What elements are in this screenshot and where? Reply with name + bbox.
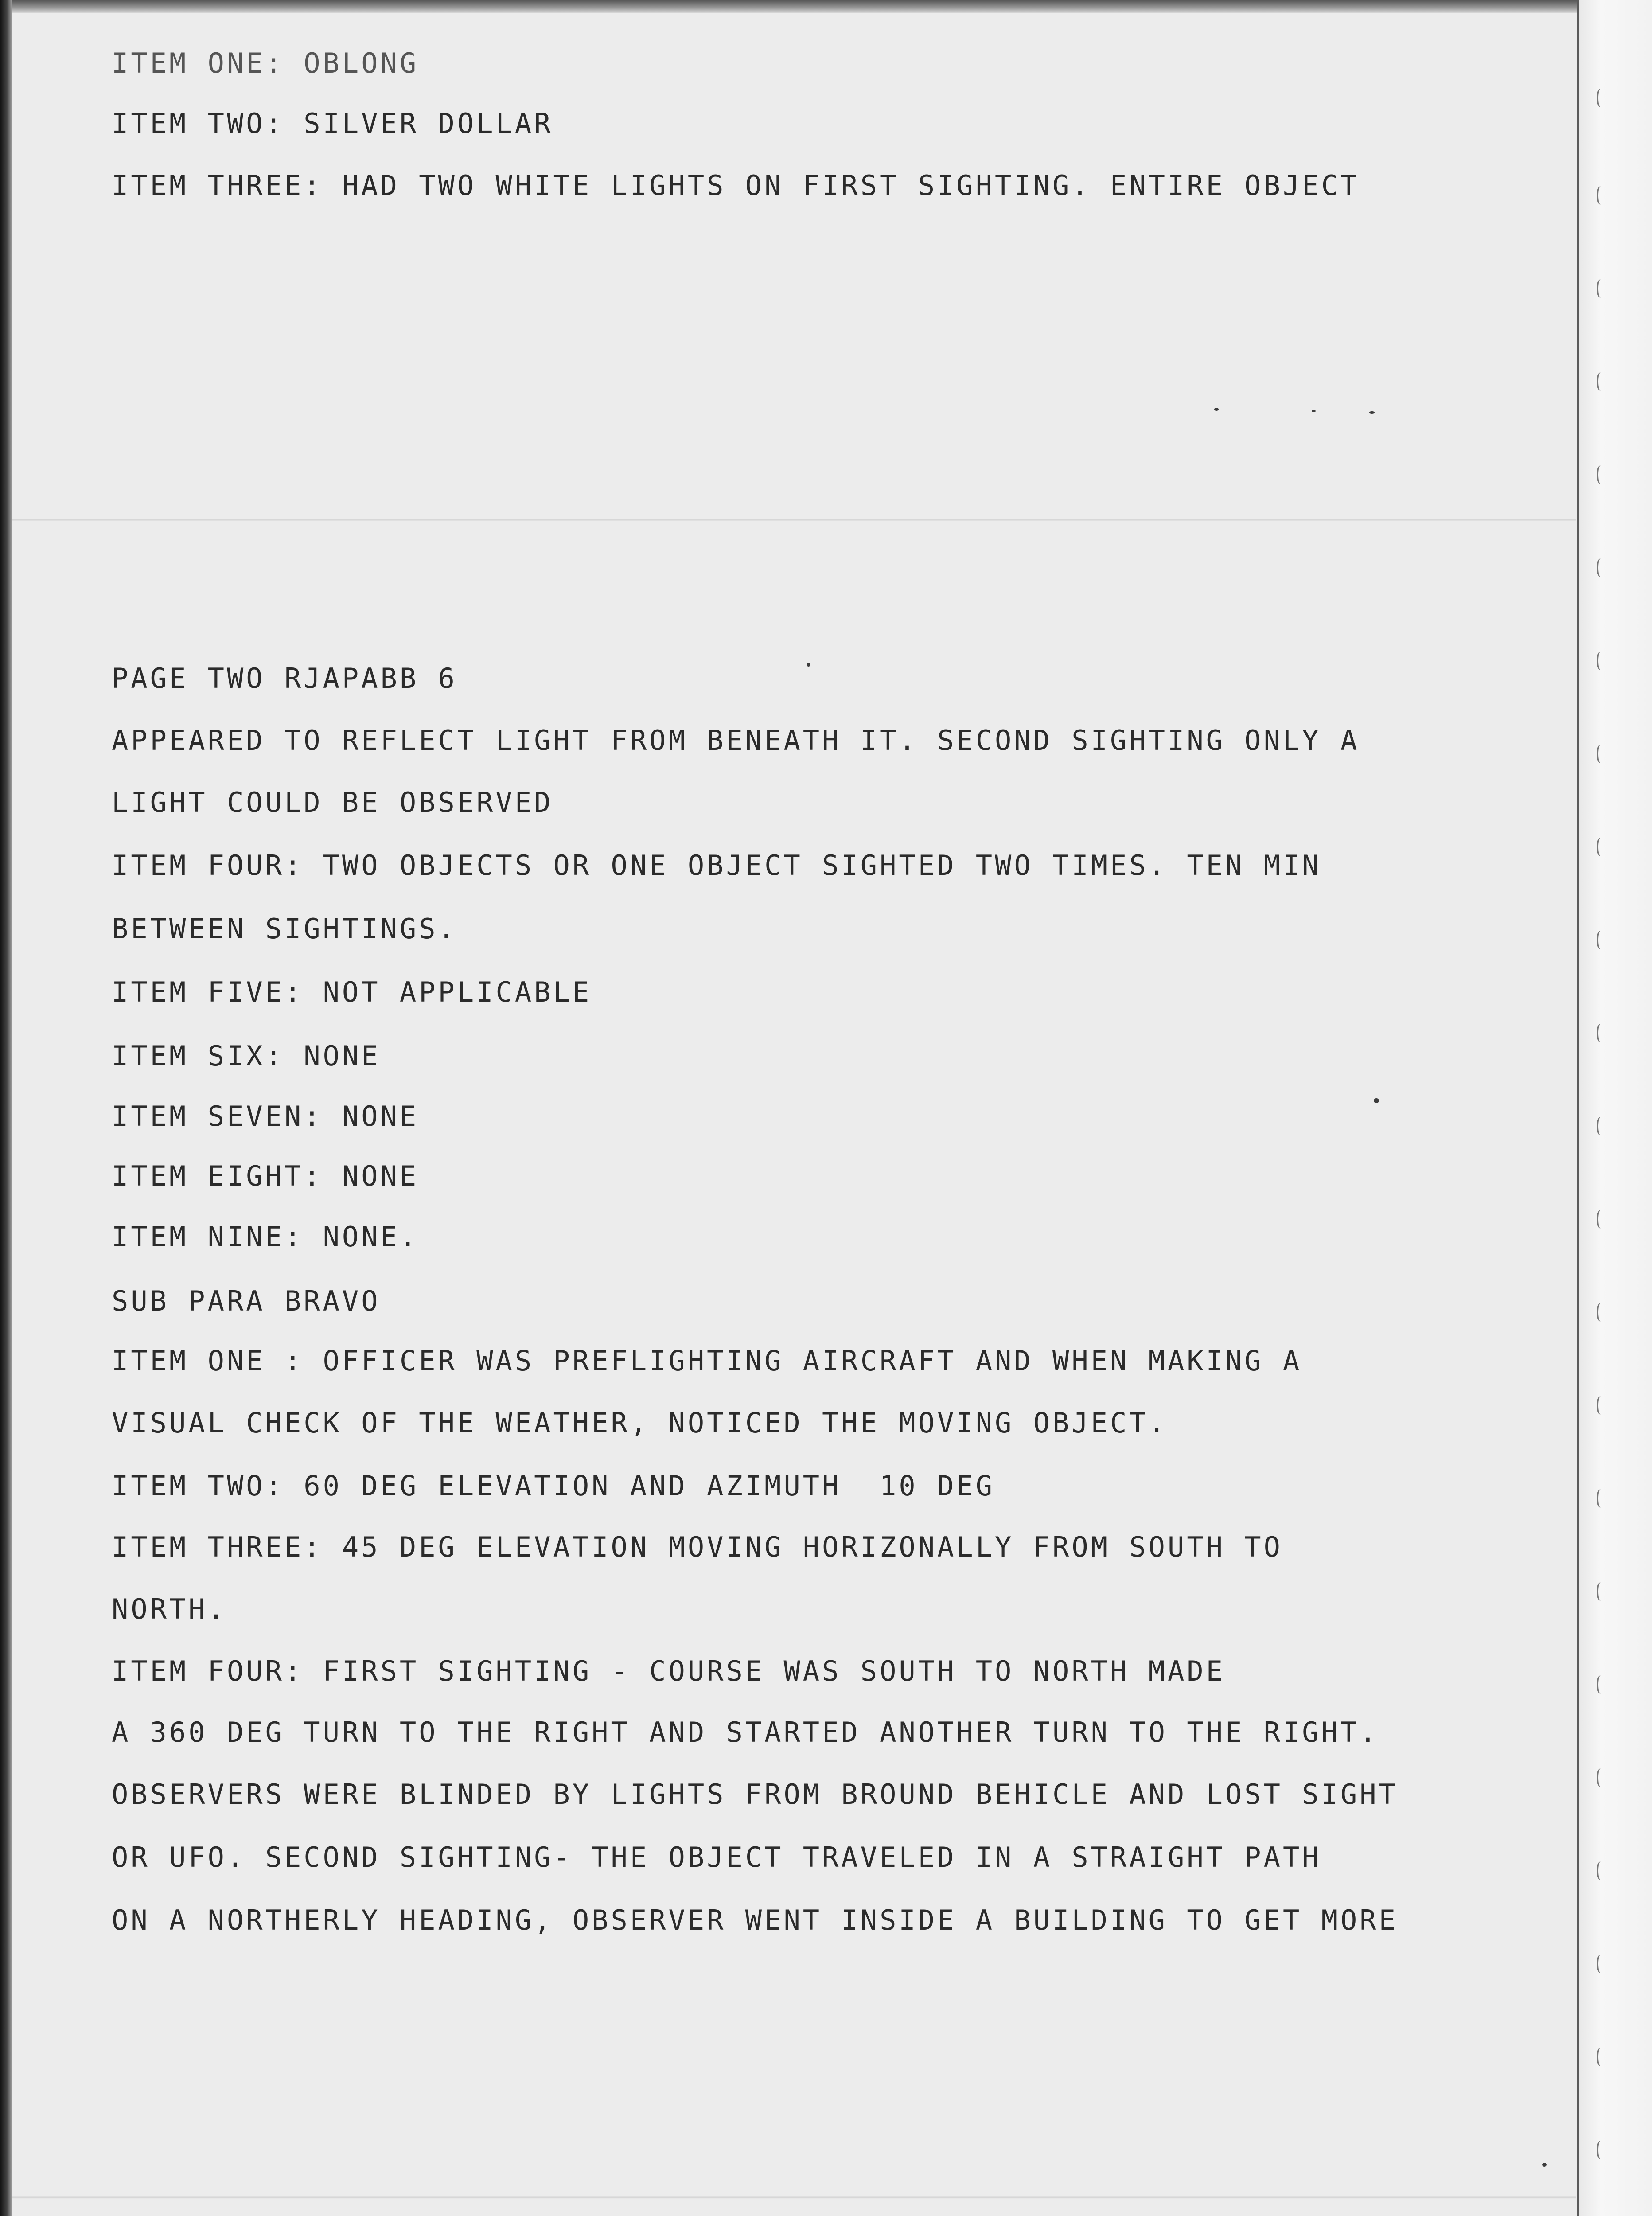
sprocket-hole-icon [1597, 1489, 1605, 1508]
sprocket-hole-icon [1597, 1210, 1605, 1229]
sprocket-hole-icon [1597, 838, 1605, 856]
sprocket-hole-icon [1597, 1303, 1605, 1322]
document-line: ITEM ONE : OFFICER WAS PREFLIGHTING AIRCRAFT AND WHEN MAKING A [112, 1345, 1302, 1377]
paper-fold-line [12, 519, 1576, 521]
sprocket-hole-icon [1597, 931, 1605, 949]
scan-speck [1369, 411, 1375, 414]
sprocket-hole-icon [1597, 1861, 1605, 1880]
scan-speck [807, 663, 810, 667]
sprocket-hole-icon [1597, 558, 1605, 577]
sprocket-hole-icon [1597, 1675, 1605, 1694]
sprocket-hole-icon [1597, 465, 1605, 484]
section-heading: SUB PARA BRAVO [112, 1285, 381, 1317]
document-line: ITEM NINE: NONE. [112, 1221, 419, 1253]
sprocket-hole-icon [1597, 186, 1605, 205]
paper-fold-line [12, 2196, 1576, 2199]
scan-speck [1542, 2163, 1547, 2167]
document-line: ITEM TWO: 60 DEG ELEVATION AND AZIMUTH 10 DEG [112, 1470, 995, 1502]
document-line: OR UFO. SECOND SIGHTING- THE OBJECT TRAVELED IN A STRAIGHT PATH [112, 1841, 1321, 1873]
document-line: NORTH. [112, 1593, 227, 1625]
document-line: VISUAL CHECK OF THE WEATHER, NOTICED THE MOVING OBJECT. [112, 1407, 1168, 1439]
sprocket-hole-icon [1597, 1582, 1605, 1601]
sprocket-hole-icon [1597, 745, 1605, 763]
scan-speck [1374, 1098, 1379, 1103]
document-line: BETWEEN SIGHTINGS. [112, 913, 457, 945]
document-line: ITEM FIVE: NOT APPLICABLE [112, 976, 592, 1008]
sprocket-hole-icon [1597, 1024, 1605, 1042]
document-line: ITEM THREE: HAD TWO WHITE LIGHTS ON FIRST SIGHTING. ENTIRE OBJECT [112, 169, 1360, 202]
document-line: ITEM EIGHT: NONE [112, 1160, 419, 1192]
sprocket-hole-icon [1597, 2048, 1605, 2066]
document-line: ON A NORTHERLY HEADING, OBSERVER WENT INSIDE A BUILDING TO GET MORE [112, 1904, 1398, 1936]
document-line: ITEM FOUR: TWO OBJECTS OR ONE OBJECT SIGHTED TWO TIMES. TEN MIN [112, 849, 1321, 882]
document-line: LIGHT COULD BE OBSERVED [112, 786, 553, 819]
scan-left-edge [0, 0, 12, 2216]
document-line: ITEM THREE: 45 DEG ELEVATION MOVING HORIZONALLY FROM SOUTH TO [112, 1531, 1283, 1563]
document-line: APPEARED TO REFLECT LIGHT FROM BENEATH IT. SECOND SIGHTING ONLY A [112, 724, 1360, 757]
sprocket-hole-icon [1597, 1396, 1605, 1415]
document-line: ITEM FOUR: FIRST SIGHTING - COURSE WAS SOUTH TO NORTH MADE [112, 1655, 1225, 1687]
document-line: OBSERVERS WERE BLINDED BY LIGHTS FROM BROUND BEHICLE AND LOST SIGHT [112, 1778, 1398, 1810]
sprocket-margin [1577, 0, 1652, 2216]
document-line: A 360 DEG TURN TO THE RIGHT AND STARTED ANOTHER TURN TO THE RIGHT. [112, 1716, 1379, 1748]
document-line: ITEM SEVEN: NONE [112, 1100, 419, 1132]
sprocket-hole-icon [1597, 1955, 1605, 1973]
scan-top-edge [0, 0, 1652, 13]
scan-speck [1214, 408, 1219, 411]
document-line: ITEM SIX: NONE [112, 1040, 381, 1072]
sprocket-hole-icon [1597, 372, 1605, 391]
sprocket-hole-icon [1597, 1768, 1605, 1787]
page-header: PAGE TWO RJAPABB 6 [112, 662, 457, 694]
sprocket-hole-icon [1597, 1117, 1605, 1135]
sprocket-hole-icon [1597, 89, 1605, 107]
document-line: ITEM ONE: OBLONG [112, 47, 419, 79]
sprocket-hole-icon [1597, 279, 1605, 298]
sprocket-hole-icon [1597, 652, 1605, 670]
scan-speck [1312, 410, 1316, 412]
sprocket-hole-icon [1597, 2141, 1605, 2159]
document-line: ITEM TWO: SILVER DOLLAR [112, 107, 553, 140]
